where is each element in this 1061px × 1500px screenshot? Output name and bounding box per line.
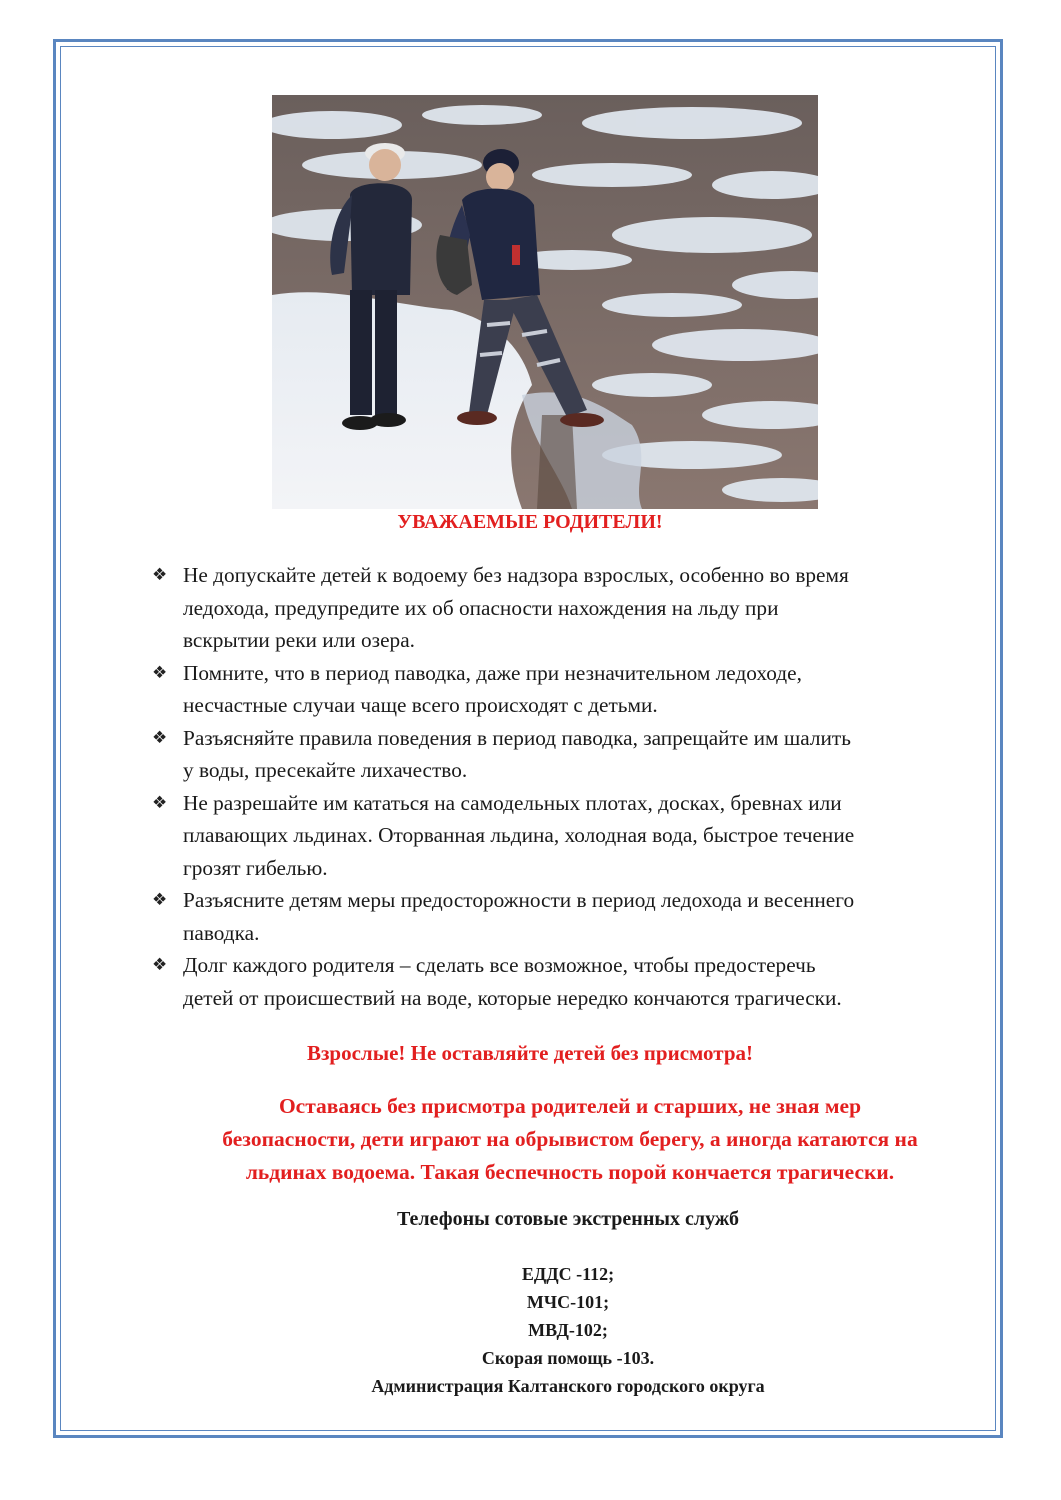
list-item-line: Помните, что в период паводка, даже при незначительном ледоходе, — [183, 660, 802, 685]
list-item-line: Разъясняйте правила поведения в период паводка, запрещайте им шалить — [183, 725, 851, 750]
list-item — [152, 559, 982, 657]
diamond-bullet-icon: ❖ — [152, 565, 168, 585]
warning-paragraph — [120, 1090, 1020, 1189]
phone-mvd: МВД-102; — [528, 1320, 608, 1340]
footer-administration: Администрация Калтанского городского округа — [371, 1376, 765, 1396]
diamond-bullet-icon: ❖ — [152, 792, 168, 813]
phone-edds: ЕДДС -112; — [521, 1264, 615, 1284]
list-item-line: грозят гибелью. — [183, 855, 328, 880]
list-item-line: несчастные случаи чаще всего происходят с детьми. — [183, 693, 658, 717]
list-item — [152, 949, 982, 1014]
list-item-line: Не разрешайте им кататься на самодельных плотах, досках, бревнах или — [183, 790, 842, 815]
appeal-adults: Взрослые! Не оставляйте детей без присмотра! — [306, 1041, 754, 1065]
list-item-line: вскрытии реки или озера. — [183, 628, 415, 652]
diamond-bullet-icon: ❖ — [152, 662, 168, 683]
emergency-contacts — [60, 1260, 1061, 1400]
list-item-line: у воды, пресекайте лихачество. — [183, 758, 468, 782]
list-item — [152, 884, 982, 949]
list-item — [152, 787, 982, 885]
list-item — [152, 722, 982, 787]
diamond-bullet-icon: ❖ — [152, 890, 168, 910]
warning-line: безопасности, дети играют на обрывистом берегу, а иногда катаются на — [222, 1127, 918, 1151]
phone-ambulance: Скорая помощь -103. — [481, 1348, 655, 1368]
list-item-line: ледохода, предупредите их об опасности нахождения на льду при — [183, 595, 779, 620]
heading-dear-parents: УВАЖАЕМЫЕ РОДИТЕЛИ! — [397, 511, 663, 533]
safety-advice-list — [152, 559, 982, 1014]
list-item-line: Разъясните детям меры предосторожности в период ледохода и весеннего — [183, 888, 855, 912]
phone-mchs: МЧС-101; — [526, 1292, 610, 1312]
list-item-line: Долг каждого родителя – сделать все возможное, чтобы предостеречь — [183, 953, 816, 977]
list-item-line: Не допускайте детей к водоему без надзора взрослых, особенно во время — [183, 563, 849, 587]
list-item-line: плавающих льдинах. Оторванная льдина, холодная вода, быстрое течение — [183, 823, 855, 847]
warning-line: льдинах водоема. Такая беспечность порой кончается трагически. — [245, 1160, 895, 1184]
diamond-bullet-icon: ❖ — [152, 955, 168, 975]
phones-title: Телефоны сотовые экстренных служб — [396, 1208, 740, 1230]
warning-line: Оставаясь без присмотра родителей и старших, не зная мер — [278, 1094, 862, 1118]
list-item-line: детей от происшествий на воде, которые нередко кончаются трагически. — [183, 985, 842, 1010]
diamond-bullet-icon: ❖ — [152, 727, 168, 748]
photo-children-on-ice — [272, 95, 818, 509]
list-item-line: паводка. — [183, 920, 260, 945]
list-item — [152, 657, 982, 722]
